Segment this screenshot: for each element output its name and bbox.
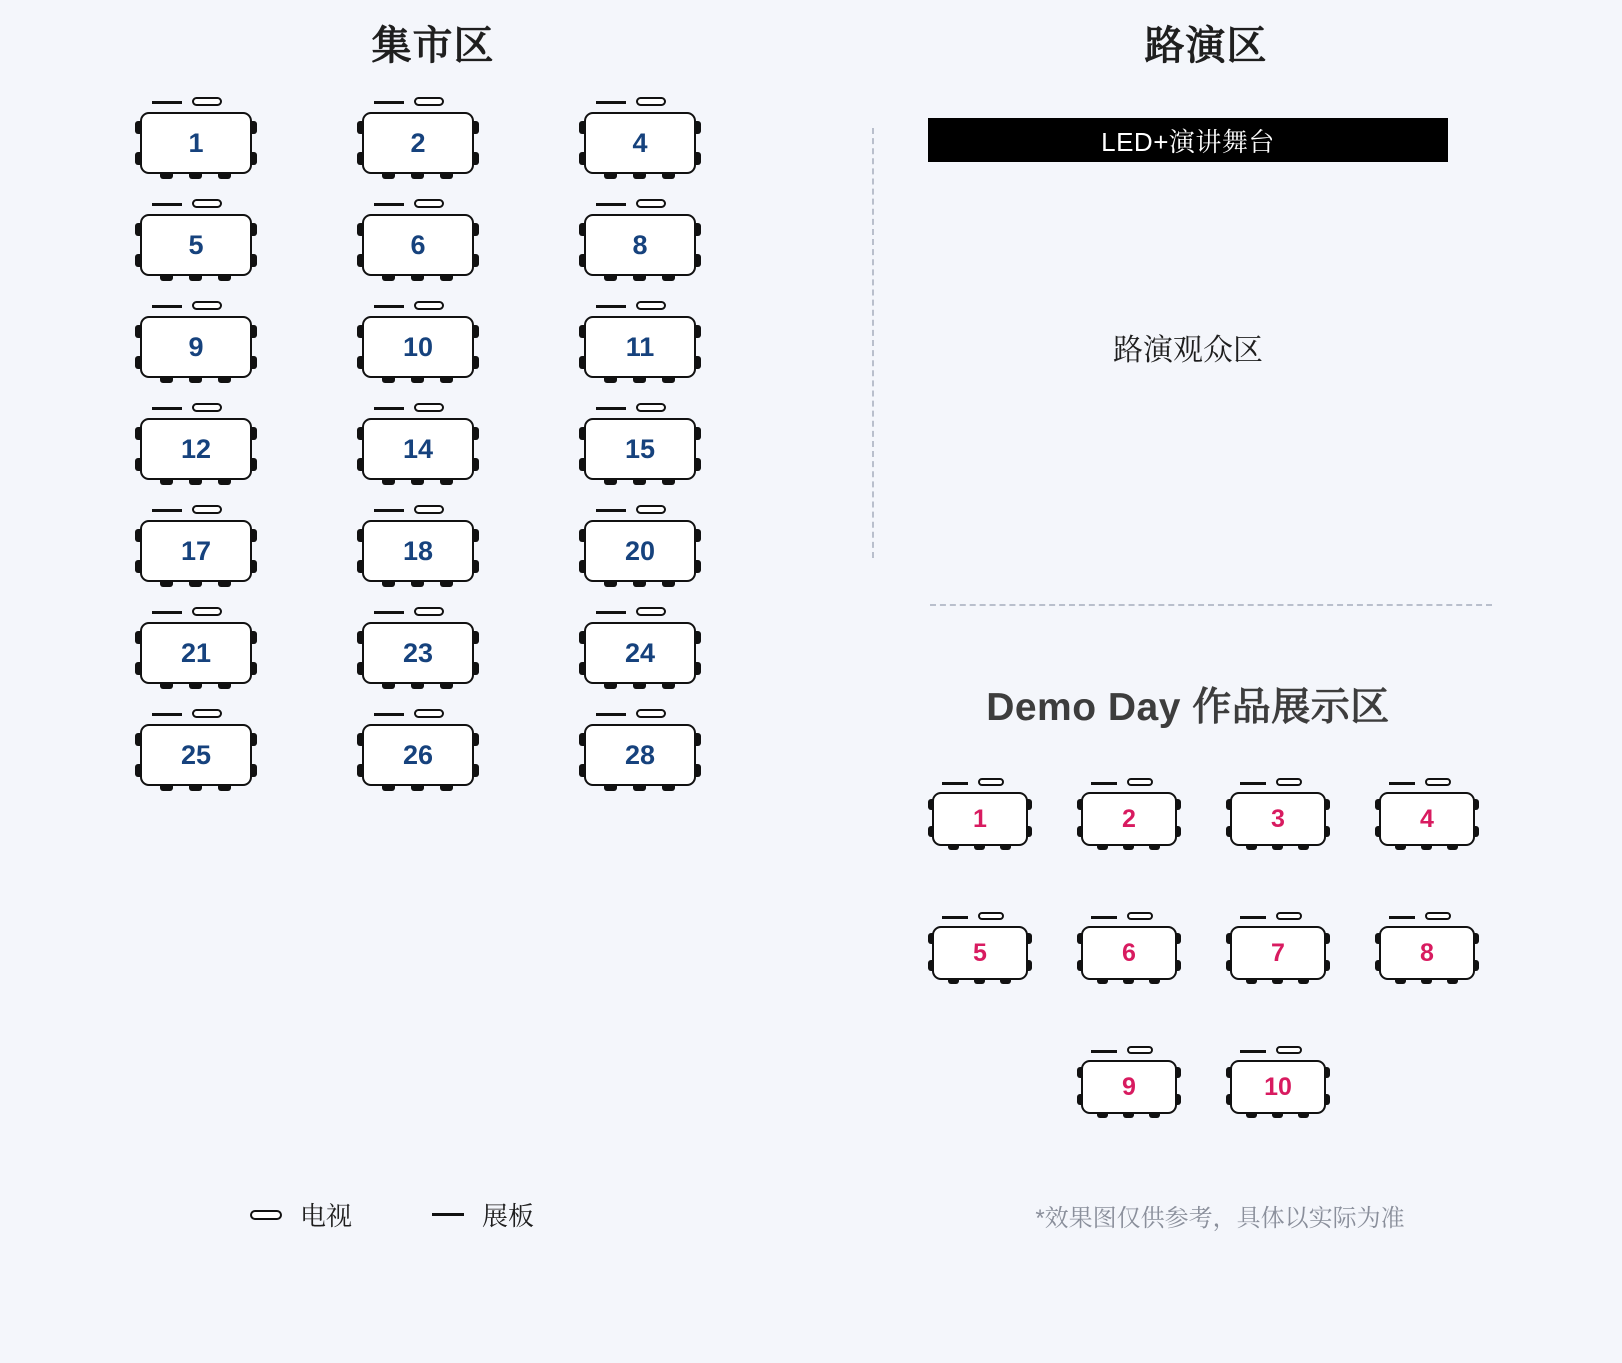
booth-number: 10 xyxy=(402,331,434,362)
board-icon xyxy=(942,782,968,785)
board-icon xyxy=(596,203,626,206)
booth-number: 1 xyxy=(188,127,204,158)
market-booth-row xyxy=(140,520,760,582)
tv-icon xyxy=(636,301,666,310)
market-booth-grid xyxy=(140,112,760,826)
tv-icon xyxy=(192,301,222,310)
demo-booth[interactable] xyxy=(1230,926,1326,980)
demo-booth[interactable] xyxy=(1379,926,1475,980)
booth-body xyxy=(932,792,1028,846)
booth-number: 4 xyxy=(632,127,648,158)
board-icon xyxy=(374,203,404,206)
market-booth[interactable] xyxy=(362,520,474,582)
booth-body xyxy=(362,418,474,480)
booth-number: 9 xyxy=(188,331,204,362)
tv-icon xyxy=(192,199,222,208)
board-icon xyxy=(1091,782,1117,785)
booth-body xyxy=(932,926,1028,980)
market-booth[interactable] xyxy=(140,724,252,786)
legend xyxy=(250,1196,534,1233)
booth-number: 23 xyxy=(402,637,434,668)
booth-body xyxy=(140,622,252,684)
tv-icon xyxy=(636,607,666,616)
booth-body xyxy=(1379,792,1475,846)
booth-number: 11 xyxy=(625,331,655,362)
tv-icon xyxy=(414,607,444,616)
booth-number: 5 xyxy=(188,229,204,260)
market-booth[interactable] xyxy=(140,112,252,174)
booth-number: 2 xyxy=(410,127,426,158)
booth-body xyxy=(1379,926,1475,980)
demo-booth[interactable] xyxy=(1081,926,1177,980)
booth-number: 10 xyxy=(1264,1072,1292,1101)
booth-body xyxy=(584,316,696,378)
booth-number: 1 xyxy=(973,804,987,833)
booth-body xyxy=(362,316,474,378)
demo-booth[interactable] xyxy=(1230,792,1326,846)
demo-booth[interactable] xyxy=(932,792,1028,846)
demo-booth[interactable] xyxy=(1081,1060,1177,1114)
market-booth-row xyxy=(140,316,760,378)
booth-number: 7 xyxy=(1271,938,1285,967)
booth-number: 17 xyxy=(180,535,212,566)
tv-icon xyxy=(1425,912,1451,920)
tv-icon xyxy=(978,912,1004,920)
board-icon xyxy=(596,509,626,512)
tv-icon xyxy=(414,505,444,514)
market-booth-row xyxy=(140,112,760,174)
market-booth[interactable] xyxy=(140,622,252,684)
booth-body xyxy=(140,520,252,582)
market-booth[interactable] xyxy=(584,520,696,582)
board-icon xyxy=(596,407,626,410)
demo-booth[interactable] xyxy=(932,926,1028,980)
booth-number: 15 xyxy=(624,433,656,464)
booth-number: 5 xyxy=(973,938,987,967)
demo-day-booth-grid xyxy=(932,792,1492,1194)
footnote: *效果图仅供参考，具体以实际为准 xyxy=(1035,1205,1405,1232)
board-icon xyxy=(1240,782,1266,785)
board-icon xyxy=(374,407,404,410)
legend-tv-label: 电视 xyxy=(300,1201,353,1231)
tv-icon xyxy=(192,403,222,412)
tv-icon xyxy=(192,709,222,718)
market-booth[interactable] xyxy=(584,214,696,276)
tv-icon xyxy=(636,709,666,718)
board-icon xyxy=(152,713,182,716)
tv-icon xyxy=(1127,778,1153,786)
booth-number: 2 xyxy=(1122,804,1136,833)
booth-body xyxy=(1230,1060,1326,1114)
tv-icon xyxy=(250,1210,282,1220)
market-booth[interactable] xyxy=(140,214,252,276)
market-booth-row xyxy=(140,724,760,786)
market-booth-row xyxy=(140,622,760,684)
booth-body xyxy=(584,112,696,174)
demo-booth-row xyxy=(932,926,1492,980)
booth-body xyxy=(584,418,696,480)
tv-icon xyxy=(414,97,444,106)
horizontal-divider xyxy=(930,604,1492,606)
legend-board-label: 展板 xyxy=(482,1201,535,1231)
board-icon xyxy=(374,713,404,716)
booth-body xyxy=(140,214,252,276)
board-icon xyxy=(152,611,182,614)
booth-number: 3 xyxy=(1271,804,1285,833)
tv-icon xyxy=(636,505,666,514)
tv-icon xyxy=(1425,778,1451,786)
market-booth[interactable] xyxy=(584,316,696,378)
booth-number: 20 xyxy=(624,535,656,566)
demo-booth-row xyxy=(932,1060,1492,1114)
booth-body xyxy=(584,622,696,684)
booth-body xyxy=(140,724,252,786)
booth-body xyxy=(362,724,474,786)
tv-icon xyxy=(414,301,444,310)
board-icon xyxy=(1091,916,1117,919)
market-booth[interactable] xyxy=(584,622,696,684)
board-icon xyxy=(152,305,182,308)
vertical-divider xyxy=(872,128,874,558)
board-icon xyxy=(942,916,968,919)
tv-icon xyxy=(414,709,444,718)
market-booth-row xyxy=(140,418,760,480)
board-icon xyxy=(596,611,626,614)
tv-icon xyxy=(192,505,222,514)
market-booth[interactable] xyxy=(584,112,696,174)
tv-icon xyxy=(1127,912,1153,920)
market-booth[interactable] xyxy=(362,112,474,174)
board-icon xyxy=(374,509,404,512)
booth-body xyxy=(584,520,696,582)
booth-number: 6 xyxy=(1122,938,1136,967)
tv-icon xyxy=(978,778,1004,786)
board-icon xyxy=(152,203,182,206)
market-booth[interactable] xyxy=(362,214,474,276)
tv-icon xyxy=(1127,1046,1153,1054)
booth-body xyxy=(584,724,696,786)
booth-number: 25 xyxy=(180,739,212,770)
market-booth[interactable] xyxy=(140,418,252,480)
board-icon xyxy=(152,407,182,410)
tv-icon xyxy=(414,199,444,208)
market-area-title: 集市区 xyxy=(371,24,495,68)
demo-day-title: Demo Day 作品展示区 xyxy=(986,686,1390,729)
booth-number: 6 xyxy=(410,229,426,260)
tv-icon xyxy=(1276,778,1302,786)
tv-icon xyxy=(1276,1046,1302,1054)
booth-number: 26 xyxy=(402,739,434,770)
demo-booth[interactable] xyxy=(1379,792,1475,846)
booth-body xyxy=(1081,792,1177,846)
market-booth[interactable] xyxy=(362,316,474,378)
booth-body xyxy=(362,112,474,174)
booth-body xyxy=(1230,792,1326,846)
booth-number: 4 xyxy=(1420,804,1434,833)
board-icon xyxy=(596,713,626,716)
demo-booth[interactable] xyxy=(1081,792,1177,846)
board-icon xyxy=(432,1213,464,1216)
board-icon xyxy=(596,101,626,104)
market-booth[interactable] xyxy=(362,622,474,684)
booth-number: 21 xyxy=(180,637,212,668)
booth-body xyxy=(140,316,252,378)
booth-number: 24 xyxy=(624,637,656,668)
tv-icon xyxy=(192,97,222,106)
board-icon xyxy=(152,509,182,512)
market-booth-row xyxy=(140,214,760,276)
board-icon xyxy=(1091,1050,1117,1053)
tv-icon xyxy=(636,403,666,412)
booth-body xyxy=(1081,1060,1177,1114)
board-icon xyxy=(1240,1050,1266,1053)
market-booth[interactable] xyxy=(584,724,696,786)
booth-body xyxy=(1081,926,1177,980)
board-icon xyxy=(374,101,404,104)
stage-label: LED+演讲舞台 xyxy=(1101,126,1275,157)
booth-body xyxy=(584,214,696,276)
audience-area-label: 路演观众区 xyxy=(1113,334,1263,367)
booth-body xyxy=(140,112,252,174)
booth-number: 12 xyxy=(180,433,212,464)
board-icon xyxy=(1240,916,1266,919)
demo-booth[interactable] xyxy=(1230,1060,1326,1114)
booth-body xyxy=(362,520,474,582)
led-stage-block xyxy=(928,118,1448,162)
booth-body xyxy=(1230,926,1326,980)
roadshow-area-title: 路演区 xyxy=(1144,24,1268,68)
tv-icon xyxy=(414,403,444,412)
market-booth[interactable] xyxy=(140,316,252,378)
booth-number: 18 xyxy=(402,535,434,566)
booth-number: 28 xyxy=(624,739,656,770)
tv-icon xyxy=(192,607,222,616)
tv-icon xyxy=(1276,912,1302,920)
market-booth[interactable] xyxy=(362,724,474,786)
board-icon xyxy=(1389,782,1415,785)
tv-icon xyxy=(636,97,666,106)
booth-body xyxy=(362,214,474,276)
board-icon xyxy=(374,305,404,308)
market-booth[interactable] xyxy=(362,418,474,480)
tv-icon xyxy=(636,199,666,208)
booth-body xyxy=(140,418,252,480)
booth-body xyxy=(362,622,474,684)
market-booth[interactable] xyxy=(584,418,696,480)
board-icon xyxy=(152,101,182,104)
board-icon xyxy=(596,305,626,308)
board-icon xyxy=(1389,916,1415,919)
booth-number: 14 xyxy=(402,433,434,464)
booth-number: 8 xyxy=(1420,938,1434,967)
demo-booth-row xyxy=(932,792,1492,846)
booth-number: 8 xyxy=(632,229,648,260)
market-booth[interactable] xyxy=(140,520,252,582)
booth-number: 9 xyxy=(1122,1072,1136,1101)
board-icon xyxy=(374,611,404,614)
